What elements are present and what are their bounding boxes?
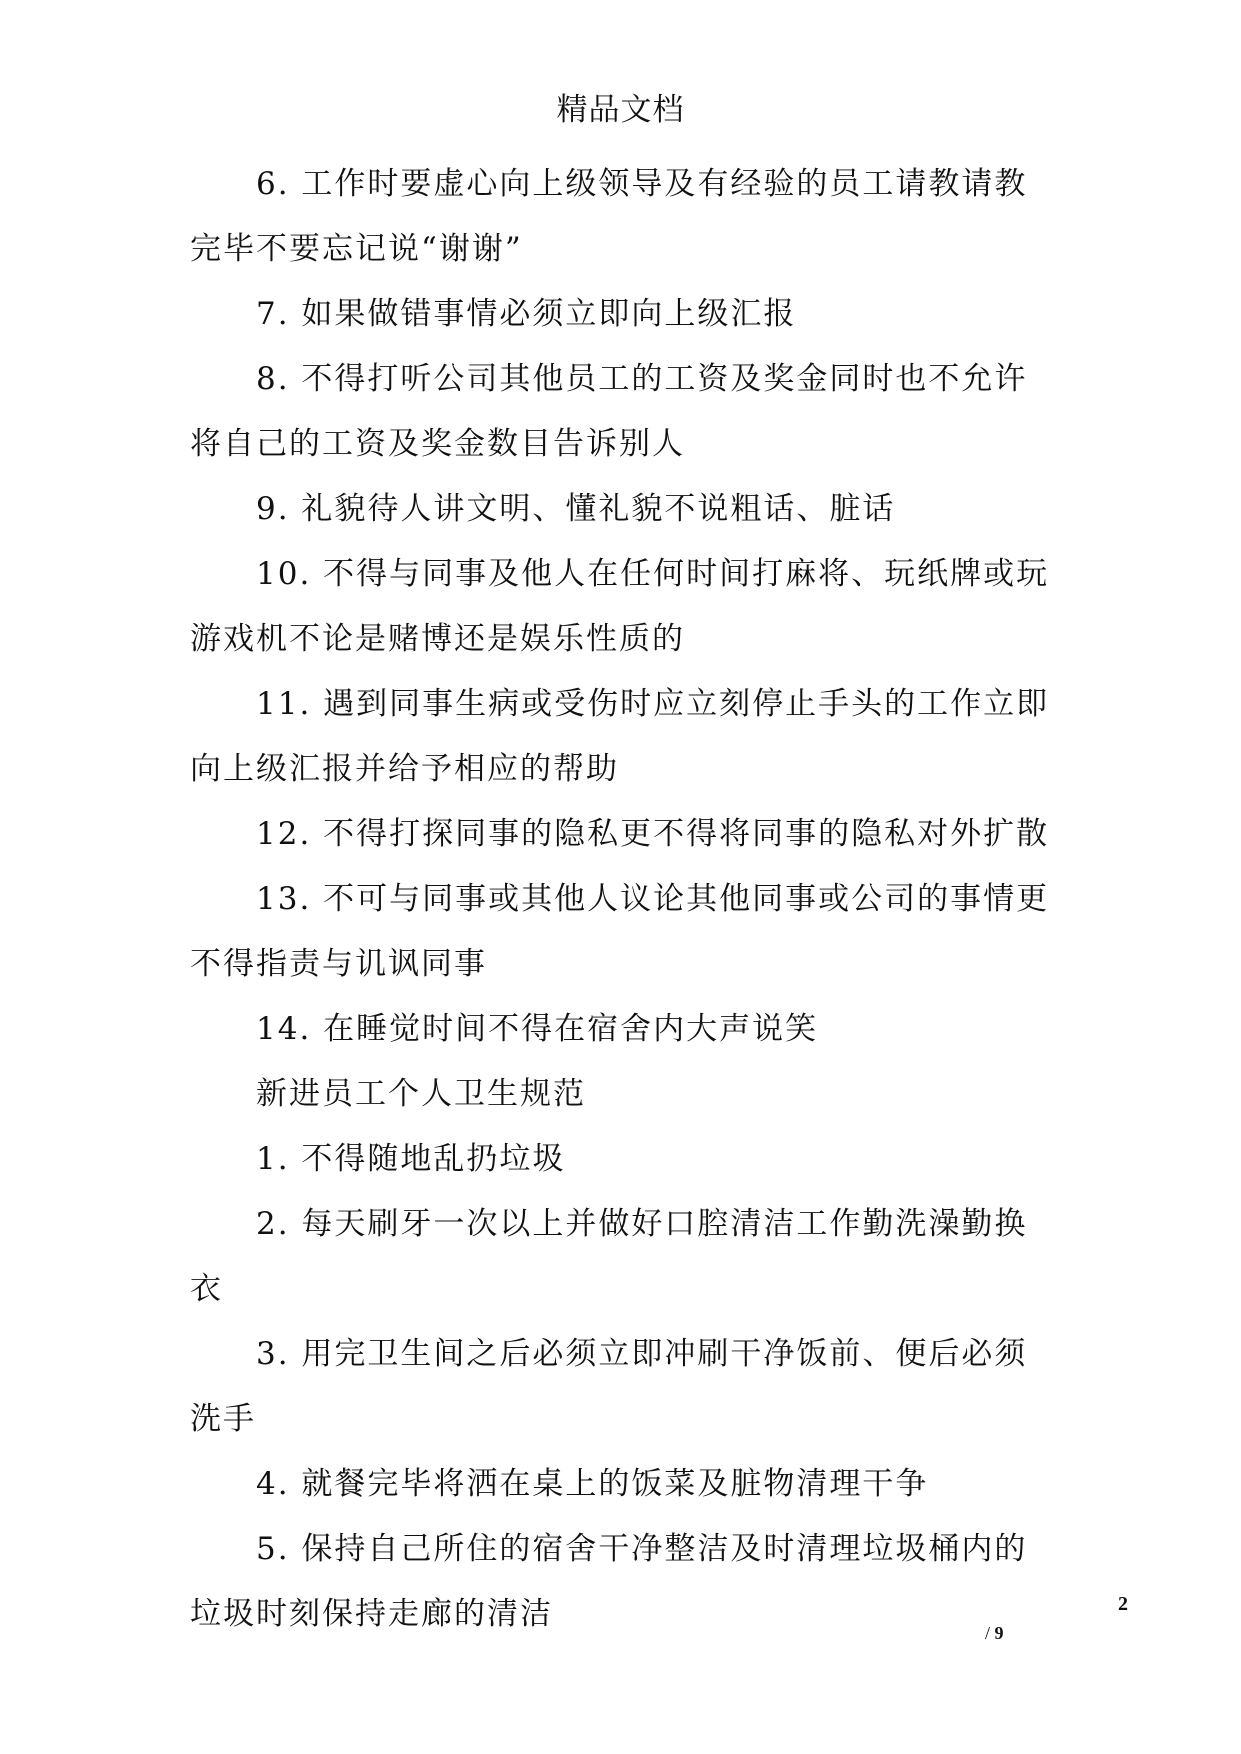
paragraph-rule-13: 13. 不可与同事或其他人议论其他同事或公司的事情更不得指责与讥讽同事	[190, 881, 1050, 982]
paragraph-rule-8: 8. 不得打听公司其他员工的工资及奖金同时也不允许将自己的工资及奖金数目告诉别人	[190, 361, 1028, 462]
page-header-title: 精品文档	[556, 92, 685, 128]
page-number: 2	[1118, 1593, 1128, 1615]
paragraph-rule-9: 9. 礼貌待人讲文明、懂礼貌不说粗话、脏话	[256, 491, 896, 527]
paragraph-rule-6: 6. 工作时要虚心向上级领导及有经验的员工请教请教完毕不要忘记说“谢谢”	[190, 166, 1028, 267]
paragraph-rule-7: 7. 如果做错事情必须立即向上级汇报	[256, 296, 797, 332]
page-separator: /	[985, 1623, 991, 1643]
paragraph-hygiene-5: 5. 保持自己所住的宿舍干净整洁及时清理垃圾桶内的垃圾时刻保持走廊的清洁	[190, 1531, 1028, 1632]
section-heading-hygiene: 新进员工个人卫生规范	[256, 1076, 586, 1112]
paragraph-rule-12: 12. 不得打探同事的隐私更不得将同事的隐私对外扩散	[256, 816, 1050, 852]
paragraph-rule-14: 14. 在睡觉时间不得在宿舍内大声说笑	[256, 1011, 819, 1047]
paragraph-hygiene-3: 3. 用完卫生间之后必须立即冲刷干净饭前、便后必须洗手	[190, 1336, 1028, 1437]
page-total	[985, 1623, 1004, 1644]
paragraph-hygiene-1: 1. 不得随地乱扔垃圾	[256, 1141, 566, 1177]
paragraph-rule-11: 11. 遇到同事生病或受伤时应立刻停止手头的工作立即向上级汇报并给予相应的帮助	[190, 686, 1050, 787]
total-pages: 9	[994, 1623, 1004, 1643]
paragraph-hygiene-2: 2. 每天刷牙一次以上并做好口腔清洁工作勤洗澡勤换衣	[190, 1206, 1028, 1307]
document-body	[190, 152, 1052, 1647]
paragraph-hygiene-4: 4. 就餐完毕将洒在桌上的饭菜及脏物清理干争	[256, 1466, 929, 1502]
paragraph-rule-10: 10. 不得与同事及他人在任何时间打麻将、玩纸牌或玩游戏机不论是赌博还是娱乐性质的	[190, 556, 1050, 657]
